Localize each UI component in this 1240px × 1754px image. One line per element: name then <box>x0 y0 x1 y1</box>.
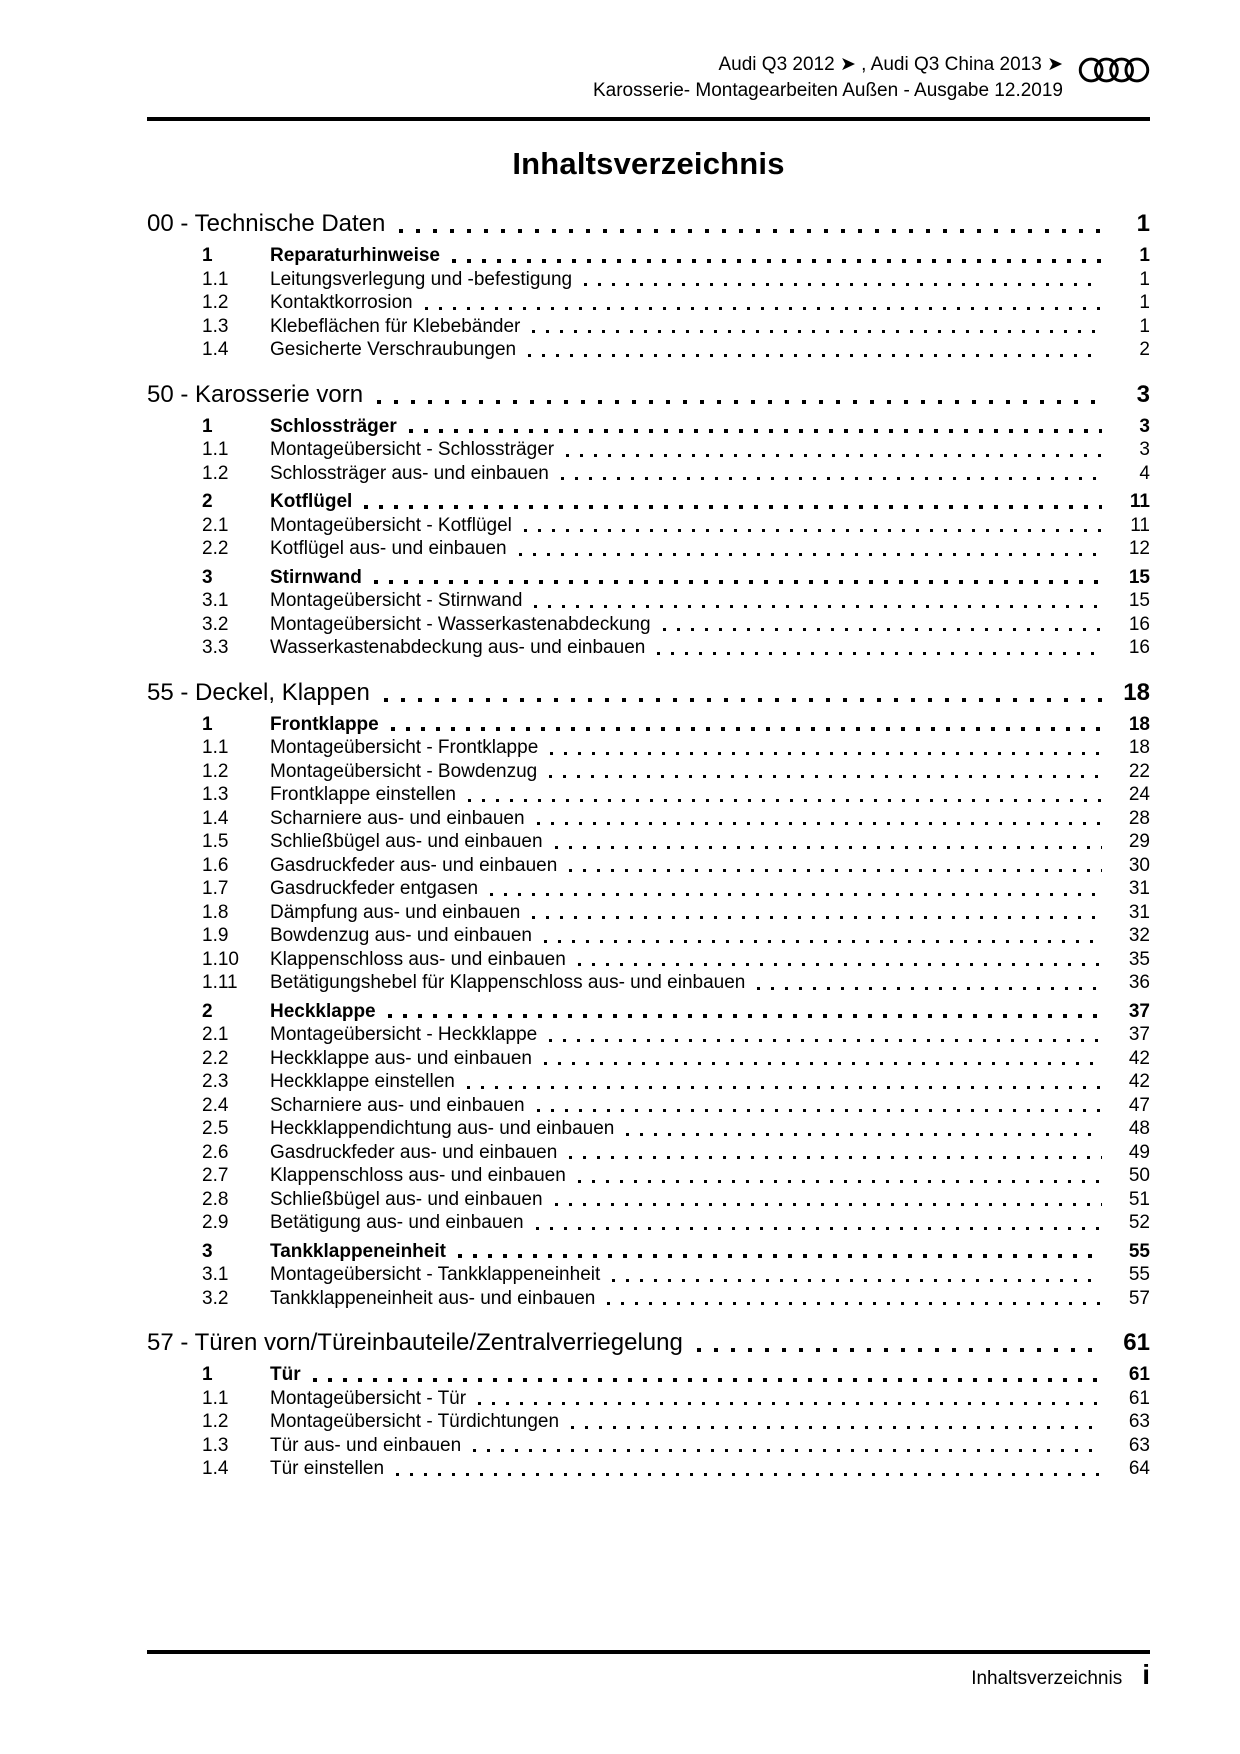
entry-page-number: 22 <box>1128 760 1150 782</box>
section-heading-label: 50 - Karosserie vorn <box>147 380 364 408</box>
dot-leader <box>612 1279 1102 1282</box>
entry-page-number: 63 <box>1128 1434 1150 1456</box>
entry-label: Schließbügel aus- und einbauen <box>270 831 543 852</box>
entry-page-number: 31 <box>1128 878 1150 899</box>
entry-page-number: 29 <box>1128 831 1150 852</box>
entry-number: 2.5 <box>202 1118 229 1139</box>
entry-number: 2.2 <box>202 538 229 559</box>
entry-number: 1.2 <box>202 462 229 484</box>
entry-number: 1.8 <box>202 901 229 923</box>
footer-divider <box>147 1650 1150 1654</box>
entry-label: Kotflügel <box>270 491 353 512</box>
toc-entry <box>147 948 1150 972</box>
entry-number: 1.3 <box>202 784 229 805</box>
header-divider <box>147 117 1150 121</box>
dot-leader <box>452 259 1102 263</box>
entry-label: Tür <box>270 1364 301 1385</box>
entry-label: Scharniere aus- und einbauen <box>270 1094 525 1116</box>
entry-page-number: 30 <box>1128 854 1150 876</box>
entry-label: Reparaturhinweise <box>270 245 440 266</box>
entry-number: 2.8 <box>202 1188 229 1210</box>
dot-leader <box>536 1227 1102 1230</box>
dot-leader <box>458 1254 1102 1258</box>
entry-page-number: 57 <box>1128 1287 1150 1309</box>
section-heading-label: 00 - Technische Daten <box>147 210 386 237</box>
dot-leader <box>490 893 1102 896</box>
entry-number: 1.2 <box>202 1411 229 1432</box>
toc-entry <box>147 713 1150 737</box>
dot-leader <box>561 477 1102 480</box>
toc-entry <box>147 877 1150 901</box>
dot-leader <box>377 400 1102 404</box>
entry-label: Schlossträger <box>270 415 397 437</box>
entry-number: 1.1 <box>202 1387 229 1409</box>
entry-page-number: 50 <box>1128 1165 1150 1186</box>
dot-leader <box>409 429 1102 433</box>
entry-label: Montageübersicht - Tür <box>270 1387 467 1409</box>
entry-page-number: 24 <box>1128 784 1150 805</box>
dot-leader <box>524 529 1102 532</box>
entry-number: 2.6 <box>202 1141 229 1163</box>
entry-label: Montageübersicht - Tankklappeneinheit <box>270 1264 601 1285</box>
dot-leader <box>534 605 1102 608</box>
entry-label: Gasdruckfeder aus- und einbauen <box>270 854 558 876</box>
entry-page-number: 16 <box>1128 613 1150 635</box>
toc-entry <box>147 807 1150 831</box>
toc-entry <box>147 1434 1150 1458</box>
toc-section <box>147 379 1150 660</box>
section-page-number: 3 <box>1136 380 1150 408</box>
entry-label: Klappenschloss aus- und einbauen <box>270 1165 566 1186</box>
dot-leader <box>697 1348 1102 1352</box>
toc-section <box>147 1327 1150 1481</box>
entry-label: Schließbügel aus- und einbauen <box>270 1188 543 1210</box>
section-page-number: 18 <box>1123 678 1150 706</box>
toc-entry <box>147 1141 1150 1165</box>
toc-entry <box>147 537 1150 561</box>
entry-number: 1.9 <box>202 925 229 946</box>
dot-leader <box>468 799 1102 802</box>
entry-label: Montageübersicht - Kotflügel <box>270 514 512 536</box>
dot-leader <box>396 1473 1102 1476</box>
toc-entry <box>147 566 1150 590</box>
entry-label: Tür einstellen <box>270 1458 385 1479</box>
page-footer <box>971 1660 1150 1690</box>
toc-entry <box>147 854 1150 878</box>
entry-number: 1.2 <box>202 292 229 313</box>
dot-leader <box>519 553 1102 556</box>
toc-entry <box>147 613 1150 637</box>
dot-leader <box>532 330 1102 333</box>
dot-leader <box>571 1426 1102 1429</box>
entry-label: Gasdruckfeder aus- und einbauen <box>270 1141 558 1163</box>
entry-number: 3.3 <box>202 637 229 658</box>
entry-number: 3.1 <box>202 590 229 611</box>
page-header <box>147 52 1150 104</box>
entry-page-number: 12 <box>1128 538 1150 559</box>
entry-page-number: 1 <box>1139 315 1150 337</box>
entry-page-number: 37 <box>1128 1000 1150 1022</box>
entry-label: Montageübersicht - Schlossträger <box>270 439 555 460</box>
entry-number: 1.11 <box>202 972 238 993</box>
toc-entry <box>147 291 1150 315</box>
entry-label: Klebeflächen für Klebebänder <box>270 315 521 337</box>
entry-number: 1.6 <box>202 854 229 876</box>
entry-label: Betätigungshebel für Klappenschloss aus- und einbauen <box>270 972 746 993</box>
entry-label: Kontaktkorrosion <box>270 292 413 313</box>
entry-number: 1.1 <box>202 268 229 290</box>
entry-label: Frontklappe <box>270 713 379 735</box>
entry-label: Wasserkastenabdeckung aus- und einbauen <box>270 637 646 658</box>
dot-leader <box>384 698 1102 702</box>
entry-page-number: 55 <box>1128 1264 1150 1285</box>
audi-rings-icon <box>1078 56 1150 84</box>
entry-label: Betätigung aus- und einbauen <box>270 1212 524 1233</box>
entry-label: Gasdruckfeder entgasen <box>270 878 479 899</box>
section-heading-row <box>147 208 1150 239</box>
toc-section <box>147 677 1150 1311</box>
entry-label: Heckklappe aus- und einbauen <box>270 1047 532 1069</box>
entry-label: Montageübersicht - Frontklappe <box>270 737 539 758</box>
entry-page-number: 63 <box>1128 1411 1150 1432</box>
entry-page-number: 3 <box>1139 415 1150 437</box>
toc-entry <box>147 268 1150 292</box>
toc-entry <box>147 244 1150 268</box>
toc-entry <box>147 760 1150 784</box>
entry-number: 1.1 <box>202 439 229 460</box>
dot-leader <box>399 229 1102 233</box>
entry-page-number: 42 <box>1128 1071 1150 1092</box>
dot-leader <box>467 1086 1102 1089</box>
toc-entry <box>147 1188 1150 1212</box>
entry-label: Stirnwand <box>270 566 362 588</box>
dot-leader <box>544 940 1102 943</box>
dot-leader <box>578 963 1102 966</box>
entry-number: 2.1 <box>202 1024 229 1045</box>
dot-leader <box>473 1449 1102 1452</box>
entry-page-number: 52 <box>1128 1212 1150 1233</box>
toc-entry <box>147 1023 1150 1047</box>
toc-entry <box>147 438 1150 462</box>
dot-leader <box>532 916 1102 919</box>
dot-leader <box>569 869 1102 872</box>
dot-leader <box>478 1402 1102 1405</box>
footer-label: Inhaltsverzeichnis <box>971 1668 1123 1689</box>
entry-page-number: 18 <box>1128 713 1150 735</box>
entry-page-number: 35 <box>1128 948 1150 970</box>
entry-label: Frontklappe einstellen <box>270 784 456 805</box>
entry-page-number: 11 <box>1130 514 1150 536</box>
entry-label: Montageübersicht - Wasserkastenabdeckung <box>270 613 651 635</box>
entry-number: 1.3 <box>202 1434 229 1456</box>
toc-entry <box>147 1094 1150 1118</box>
section-heading-label: 55 - Deckel, Klappen <box>147 678 370 706</box>
entry-page-number: 64 <box>1128 1458 1150 1479</box>
entry-label: Scharniere aus- und einbauen <box>270 807 525 829</box>
entry-number: 3 <box>202 566 213 588</box>
entry-page-number: 15 <box>1128 566 1150 588</box>
entry-page-number: 4 <box>1139 462 1150 484</box>
entry-page-number: 36 <box>1128 972 1150 993</box>
entry-number: 3.2 <box>202 613 229 635</box>
dot-leader <box>544 1062 1102 1065</box>
entry-number: 2.9 <box>202 1212 229 1233</box>
page-title: Inhaltsverzeichnis <box>512 146 785 181</box>
header-text <box>593 52 1063 104</box>
dot-leader <box>537 1109 1102 1112</box>
toc-entry <box>147 315 1150 339</box>
entry-page-number: 2 <box>1139 339 1150 360</box>
dot-leader <box>663 628 1102 631</box>
entry-label: Schlossträger aus- und einbauen <box>270 462 549 484</box>
dot-leader <box>555 1203 1102 1206</box>
entry-label: Bowdenzug aus- und einbauen <box>270 925 532 946</box>
entry-number: 1.1 <box>202 737 229 758</box>
dot-leader <box>550 752 1102 755</box>
toc-entry <box>147 1047 1150 1071</box>
dot-leader <box>578 1180 1102 1183</box>
dot-leader <box>757 987 1102 990</box>
entry-page-number: 3 <box>1139 439 1150 460</box>
section-heading-row <box>147 1327 1150 1358</box>
header-subtitle: Karosserie- Montagearbeiten Außen - Ausgabe 12.2019 <box>592 80 1063 101</box>
toc-entry <box>147 1287 1150 1311</box>
toc-entry <box>147 971 1150 995</box>
footer-page-number: i <box>1142 1659 1150 1690</box>
entry-page-number: 11 <box>1129 491 1150 512</box>
section-page-number: 61 <box>1123 1329 1150 1356</box>
dot-leader <box>569 1156 1102 1159</box>
toc-entry <box>147 338 1150 362</box>
entry-number: 2.1 <box>202 514 229 536</box>
toc-entry <box>147 589 1150 613</box>
toc-entry <box>147 1240 1150 1264</box>
toc-entry <box>147 462 1150 486</box>
entry-page-number: 61 <box>1128 1387 1150 1409</box>
entry-number: 1 <box>202 245 213 266</box>
section-heading-row <box>147 379 1150 410</box>
entry-page-number: 49 <box>1128 1141 1150 1163</box>
entry-page-number: 18 <box>1128 737 1150 758</box>
toc-entry <box>147 1263 1150 1287</box>
entry-page-number: 51 <box>1128 1188 1150 1210</box>
entry-label: Heckklappe einstellen <box>270 1071 455 1092</box>
entry-number: 1.4 <box>202 1458 229 1479</box>
toc-entry <box>147 924 1150 948</box>
entry-label: Gesicherte Verschraubungen <box>270 339 517 360</box>
dot-leader <box>555 846 1102 849</box>
entry-page-number: 48 <box>1128 1118 1150 1139</box>
entry-label: Heckklappendichtung aus- und einbauen <box>270 1118 615 1139</box>
entry-label: Montageübersicht - Türdichtungen <box>270 1411 560 1432</box>
entry-number: 1 <box>202 415 213 437</box>
dot-leader <box>528 354 1102 357</box>
entry-number: 1.7 <box>202 878 229 899</box>
entry-label: Heckklappe <box>270 1000 376 1022</box>
entry-number: 3.1 <box>202 1264 229 1285</box>
entry-label: Kotflügel aus- und einbauen <box>270 538 507 559</box>
entry-number: 2.2 <box>202 1047 229 1069</box>
dot-leader <box>566 454 1102 457</box>
toc-list <box>147 208 1150 1481</box>
entry-number: 2.7 <box>202 1165 229 1186</box>
toc-entry <box>147 1410 1150 1434</box>
entry-page-number: 37 <box>1128 1024 1150 1045</box>
entry-page-number: 55 <box>1128 1240 1150 1262</box>
entry-label: Klappenschloss aus- und einbauen <box>270 948 566 970</box>
toc-entry <box>147 415 1150 439</box>
dot-leader <box>364 505 1102 509</box>
entry-label: Leitungsverlegung und -befestigung <box>270 268 573 290</box>
entry-label: Tankklappeneinheit aus- und einbauen <box>270 1287 596 1309</box>
toc-entry <box>147 1000 1150 1024</box>
entry-number: 2 <box>202 491 213 512</box>
toc-entry <box>147 736 1150 760</box>
entry-page-number: 61 <box>1128 1364 1150 1385</box>
entry-number: 1.10 <box>202 948 239 970</box>
entry-number: 1.5 <box>202 831 229 852</box>
dot-leader <box>607 1302 1102 1305</box>
dot-leader <box>388 1014 1102 1018</box>
toc-entry <box>147 514 1150 538</box>
header-models-line: Audi Q3 2012 ➤ , Audi Q3 China 2013 ➤ <box>718 54 1063 75</box>
entry-page-number: 42 <box>1128 1047 1150 1069</box>
entry-number: 1 <box>202 713 213 735</box>
entry-label: Montageübersicht - Bowdenzug <box>270 760 538 782</box>
toc-section <box>147 208 1150 362</box>
dot-leader <box>374 580 1102 584</box>
toc-entry <box>147 1117 1150 1141</box>
entry-number: 3.2 <box>202 1287 229 1309</box>
entry-number: 1.2 <box>202 760 229 782</box>
entry-label: Montageübersicht - Heckklappe <box>270 1024 538 1045</box>
entry-number: 1.3 <box>202 315 229 337</box>
entry-number: 3 <box>202 1240 213 1262</box>
dot-leader <box>425 307 1102 310</box>
entry-number: 1.4 <box>202 807 229 829</box>
entry-number: 1 <box>202 1364 213 1385</box>
entry-page-number: 32 <box>1128 925 1150 946</box>
toc-entry <box>147 1070 1150 1094</box>
entry-page-number: 47 <box>1128 1094 1150 1116</box>
dot-leader <box>549 1039 1102 1042</box>
entry-page-number: 1 <box>1139 245 1150 266</box>
dot-leader <box>657 652 1102 655</box>
dot-leader <box>549 775 1102 778</box>
section-page-number: 1 <box>1136 210 1150 237</box>
toc-entry <box>147 490 1150 514</box>
toc-entry <box>147 1164 1150 1188</box>
toc-entry <box>147 783 1150 807</box>
toc-entry <box>147 830 1150 854</box>
toc-entry <box>147 1211 1150 1235</box>
dot-leader <box>626 1133 1102 1136</box>
entry-page-number: 16 <box>1128 637 1150 658</box>
toc-entry <box>147 901 1150 925</box>
entry-label: Montageübersicht - Stirnwand <box>270 590 523 611</box>
dot-leader <box>391 727 1102 731</box>
toc-entry <box>147 1457 1150 1481</box>
dot-leader <box>313 1378 1102 1382</box>
section-heading-row <box>147 677 1150 708</box>
entry-label: Tür aus- und einbauen <box>270 1434 462 1456</box>
section-heading-label: 57 - Türen vorn/Türeinbauteile/Zentralverriegelung <box>147 1329 683 1356</box>
toc-entry <box>147 636 1150 660</box>
entry-number: 2.4 <box>202 1094 229 1116</box>
toc-entry <box>147 1363 1150 1387</box>
entry-page-number: 15 <box>1128 590 1150 611</box>
entry-label: Dämpfung aus- und einbauen <box>270 901 521 923</box>
entry-page-number: 31 <box>1128 901 1150 923</box>
entry-number: 2 <box>202 1000 213 1022</box>
entry-number: 1.4 <box>202 339 229 360</box>
dot-leader <box>584 283 1102 286</box>
entry-page-number: 28 <box>1128 807 1150 829</box>
toc-entry <box>147 1387 1150 1411</box>
entry-page-number: 1 <box>1139 268 1150 290</box>
dot-leader <box>537 822 1102 825</box>
entry-number: 2.3 <box>202 1071 229 1092</box>
entry-page-number: 1 <box>1139 292 1150 313</box>
entry-label: Tankklappeneinheit <box>270 1240 446 1262</box>
